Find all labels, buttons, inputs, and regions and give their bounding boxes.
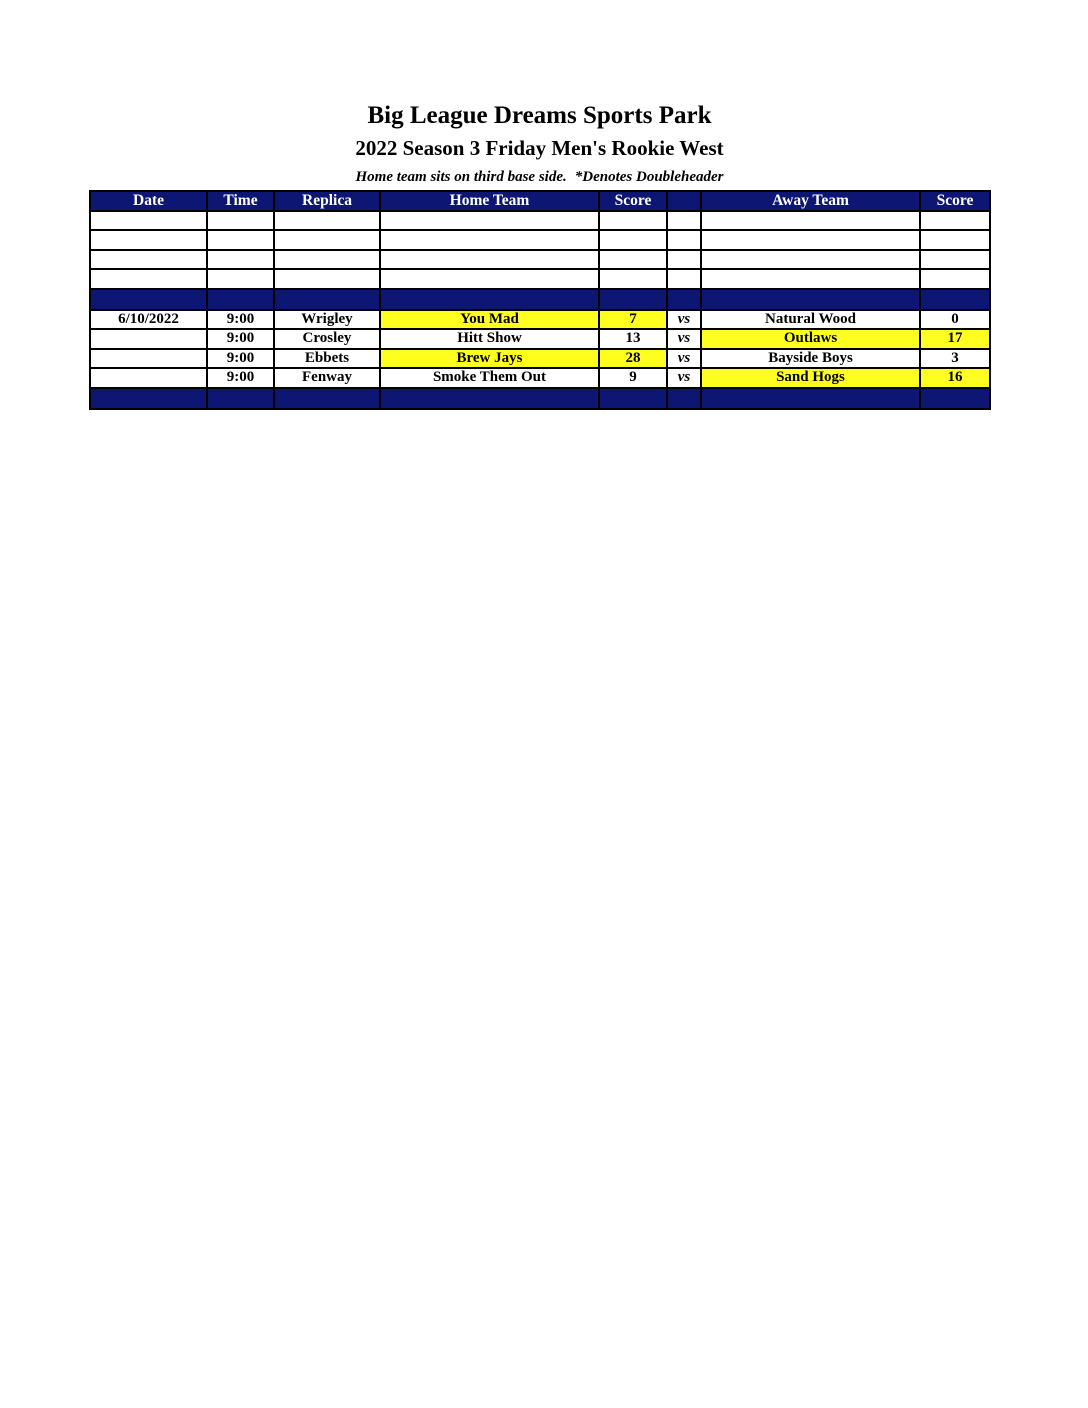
home-score: 28 [599,349,667,369]
game-time: 9:00 [207,310,274,330]
col-vs-header [667,191,701,211]
game-time: 9:00 [207,329,274,349]
vs-label: vs [667,310,701,330]
away-score: 0 [920,310,990,330]
doubleheader-note: *Denotes Doubleheader [574,169,724,185]
away-score: 3 [920,349,990,369]
col-away-score-header: Score [920,191,990,211]
game-row [90,310,990,330]
away-team: Bayside Boys [701,349,920,369]
game-date [90,349,207,369]
game-time: 9:00 [207,349,274,369]
game-replica: Crosley [274,329,380,349]
page-note [0,166,1079,188]
vs-label: vs [667,368,701,388]
game-replica: Wrigley [274,310,380,330]
away-team: Sand Hogs [701,368,920,388]
vs-label: vs [667,349,701,369]
home-team: You Mad [380,310,599,330]
separator-row [90,289,990,310]
game-row [90,329,990,349]
empty-row [90,211,990,231]
home-score: 9 [599,368,667,388]
col-home-team-header: Home Team [380,191,599,211]
col-date-header: Date [90,191,207,211]
home-team: Hitt Show [380,329,599,349]
away-score: 17 [920,329,990,349]
col-home-score-header: Score [599,191,667,211]
col-replica-header: Replica [274,191,380,211]
empty-row [90,269,990,289]
home-score: 7 [599,310,667,330]
header-row [90,191,990,211]
away-score: 16 [920,368,990,388]
game-date: 6/10/2022 [90,310,207,330]
separator-row [90,388,990,409]
col-away-team-header: Away Team [701,191,920,211]
away-team: Outlaws [701,329,920,349]
page-subtitle: 2022 Season 3 Friday Men's Rookie West [355,136,724,160]
col-time-header: Time [207,191,274,211]
home-team: Smoke Them Out [380,368,599,388]
game-date [90,368,207,388]
game-row [90,349,990,369]
game-replica: Ebbets [274,349,380,369]
game-date [90,329,207,349]
game-replica: Fenway [274,368,380,388]
vs-label: vs [667,329,701,349]
schedule-table [89,190,991,410]
page-title: Big League Dreams Sports Park [367,102,712,129]
home-team: Brew Jays [380,349,599,369]
empty-row [90,230,990,250]
game-time: 9:00 [207,368,274,388]
game-row [90,368,990,388]
home-score: 13 [599,329,667,349]
empty-row [90,250,990,270]
home-team-note: Home team sits on third base side. [355,169,567,185]
away-team: Natural Wood [701,310,920,330]
